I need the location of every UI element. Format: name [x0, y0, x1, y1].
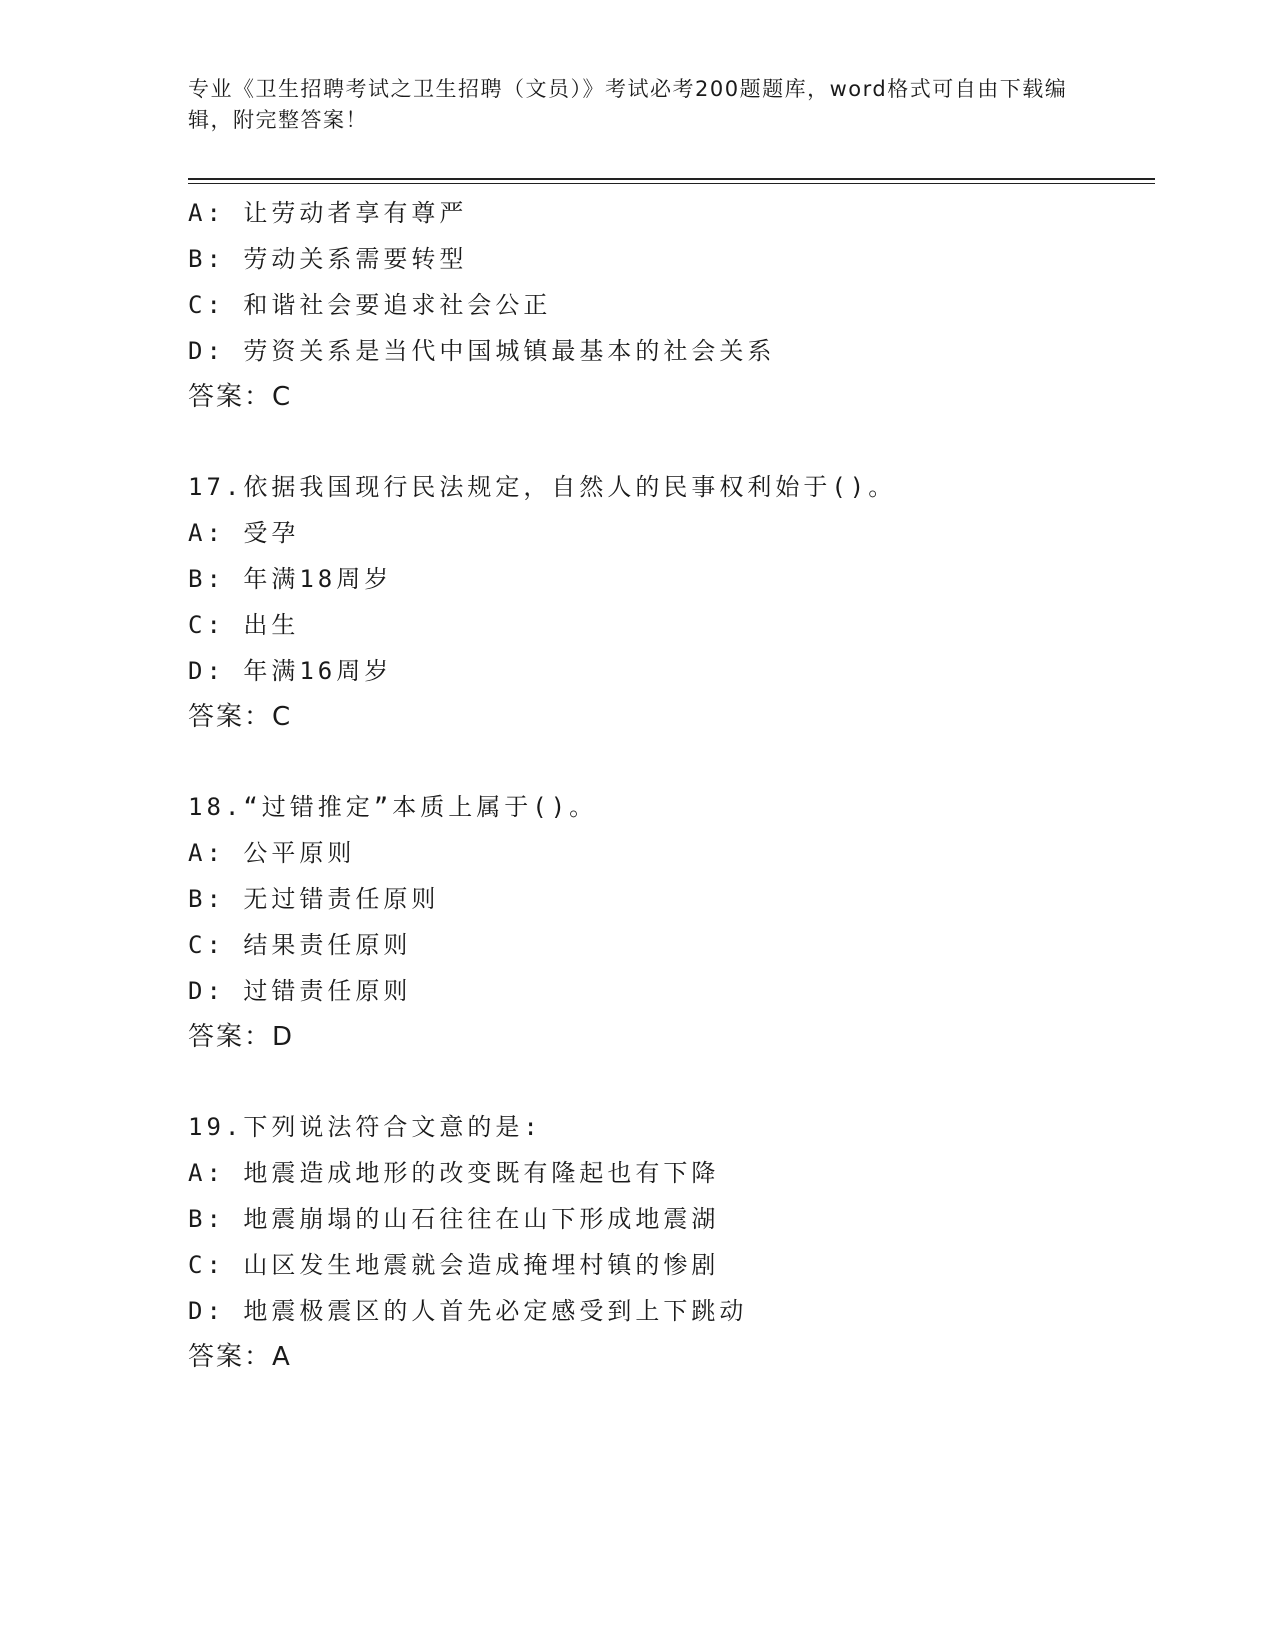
option-d: D: 地震极震区的人首先必定感受到上下跳动 — [188, 1297, 748, 1325]
option-c: C: 结果责任原则 — [188, 931, 412, 959]
option-c: C: 和谐社会要追求社会公正 — [188, 291, 552, 319]
option-d: D: 劳资关系是当代中国城镇最基本的社会关系 — [188, 337, 776, 365]
option-a: A: 公平原则 — [188, 839, 356, 867]
header-divider-thin — [188, 183, 1155, 184]
option-c: C: 出生 — [188, 611, 300, 639]
option-b: B: 地震崩塌的山石往往在山下形成地震湖 — [188, 1205, 720, 1233]
option-a: A: 受孕 — [188, 519, 300, 547]
question-list — [188, 190, 1148, 1380]
question-text: 17.依据我国现行民法规定，自然人的民事权利始于()。 — [188, 473, 897, 501]
option-b: B: 劳动关系需要转型 — [188, 245, 468, 273]
option-b: B: 年满18周岁 — [188, 565, 393, 593]
header-divider-thick — [188, 178, 1155, 180]
option-b: B: 无过错责任原则 — [188, 885, 440, 913]
answer-label: 答案：A — [188, 1342, 292, 1372]
answer-label: 答案：C — [188, 382, 293, 412]
block-spacer — [188, 420, 1148, 464]
question-text: 18.“过错推定”本质上属于()。 — [188, 793, 598, 821]
question-block — [188, 464, 1148, 740]
question-block — [188, 190, 1148, 420]
option-a: A: 地震造成地形的改变既有隆起也有下降 — [188, 1159, 720, 1187]
block-spacer — [188, 1060, 1148, 1104]
document-header: 专业《卫生招聘考试之卫生招聘（文员）》考试必考200题题库，word格式可自由下载编辑，附完整答案！ — [188, 77, 1068, 132]
question-block — [188, 784, 1148, 1060]
block-spacer — [188, 740, 1148, 784]
option-d: D: 过错责任原则 — [188, 977, 412, 1005]
option-d: D: 年满16周岁 — [188, 657, 393, 685]
option-c: C: 山区发生地震就会造成掩埋村镇的惨剧 — [188, 1251, 720, 1279]
option-a: A: 让劳动者享有尊严 — [188, 199, 468, 227]
answer-label: 答案：C — [188, 702, 293, 732]
answer-label: 答案：D — [188, 1022, 295, 1052]
question-text: 19.下列说法符合文意的是: — [188, 1113, 542, 1141]
question-block — [188, 1104, 1148, 1380]
